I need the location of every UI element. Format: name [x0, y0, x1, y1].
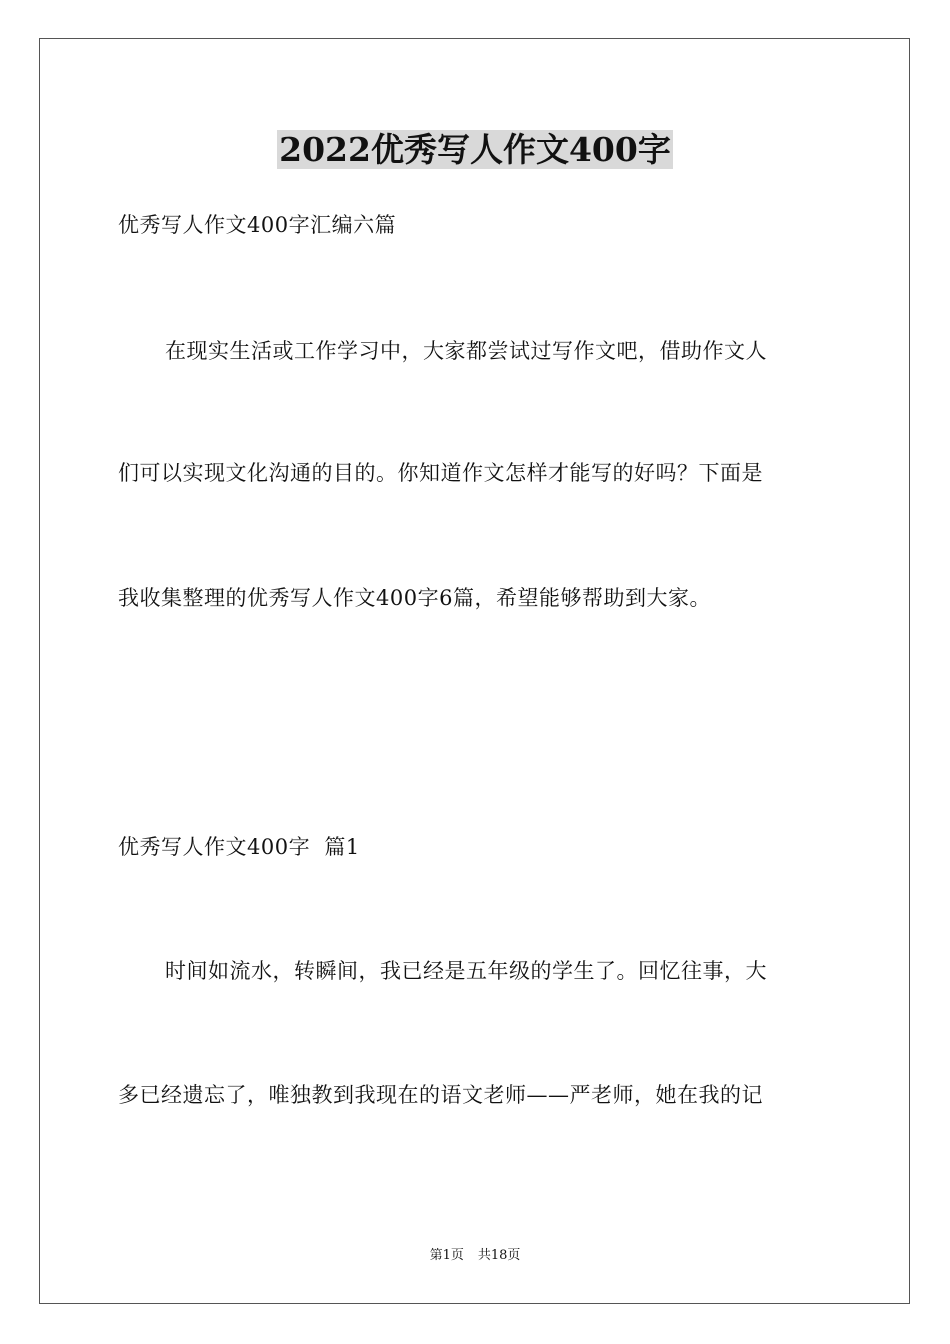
intro-paragraph-line-3: 我收集整理的优秀写人作文400字6篇，希望能够帮助到大家。 — [118, 586, 711, 610]
page-footer — [0, 1246, 950, 1266]
intro-paragraph-line-1: 在现实生活或工作学习中，大家都尝试过写作文吧，借助作文人 — [165, 339, 767, 363]
intro-paragraph-line-2: 们可以实现文化沟通的目的。你知道作文怎样才能写的好吗？下面是 — [118, 461, 763, 485]
document-subtitle: 优秀写人作文400字汇编六篇 — [118, 213, 397, 237]
section-paragraph-line-1: 时间如流水，转瞬间，我已经是五年级的学生了。回忆往事，大 — [165, 959, 767, 983]
section-heading: 优秀写人作文400字 篇1 — [118, 835, 360, 859]
document-title-text: 2022优秀写人作文400字 — [279, 130, 671, 169]
section-paragraph-line-2: 多已经遗忘了，唯独教到我现在的语文老师——严老师，她在我的记 — [118, 1083, 763, 1107]
document-title — [0, 128, 950, 172]
page-number-current: 第1页 — [429, 1248, 464, 1263]
page-number-total: 共18页 — [477, 1248, 521, 1263]
